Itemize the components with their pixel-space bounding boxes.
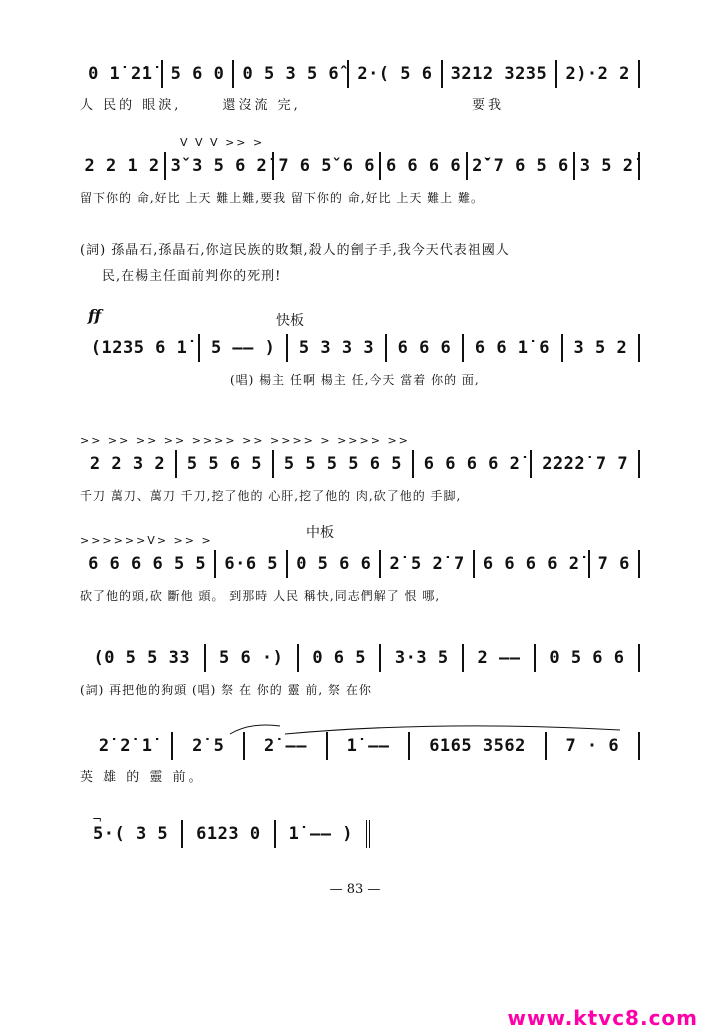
measure: (0 5 5 33 xyxy=(80,644,206,672)
measure: 7 6 5̌ 6 6 xyxy=(274,152,382,180)
lyrics-row xyxy=(80,96,640,116)
lyric-segment: 人 民的 眼淚, xyxy=(80,98,182,113)
accent-marks: >> >> >> >> >>>> >> >>>> > >>>> >> xyxy=(80,434,410,447)
measure: 2̇ 5 2̇ 7 xyxy=(381,550,474,578)
lyric-segment: (詞) 再把他的狗頭 (唱) 祭 在 你的 靈 前, 祭 在你 xyxy=(80,683,372,697)
accent-marks: V V V >> > xyxy=(180,136,265,149)
tempo-marking: 快板 xyxy=(276,313,304,329)
score-system-1 xyxy=(80,58,640,116)
measure: 2 2 1 2 xyxy=(80,152,166,180)
site-watermark: www.ktvc8.com xyxy=(507,1006,698,1030)
measure: 6 6 6 6 2̇ xyxy=(414,450,532,478)
measure: 5 6 0 xyxy=(163,60,235,88)
spoken-passage xyxy=(80,238,640,290)
lyrics-row xyxy=(80,486,640,506)
measure: 6 6 6 6 5 5 xyxy=(80,550,216,578)
measure: 0 5 6 6 xyxy=(288,550,381,578)
measure: 2̇̌ 7 6 5 6 xyxy=(468,152,576,180)
segno-mark: ¬ xyxy=(92,812,103,826)
measure: 6 6 1̇ 6 xyxy=(464,334,563,362)
measure: 2 —— xyxy=(464,644,536,672)
lyric-segment: 留下你的 命,好比 上天 難上難,要我 留下你的 命,好比 上天 難上 難。 xyxy=(80,191,484,205)
dynamic-marking: ff xyxy=(88,306,102,325)
score-system-7 xyxy=(80,730,640,788)
measure: 2̇ 5 xyxy=(173,732,245,760)
lyrics-row xyxy=(80,768,640,788)
measure: 5 6 ·) xyxy=(206,644,299,672)
lyric-segment: (唱) 楊主 任啊 楊主 任,今天 當着 你的 面, xyxy=(230,373,480,387)
measure: 6165 3562 xyxy=(410,732,546,760)
measure: 2 2 3 2 xyxy=(80,450,177,478)
measure: 5 —— ) xyxy=(200,334,288,362)
score-system-6 xyxy=(80,642,640,700)
measure: 3 5 2 xyxy=(563,334,640,362)
notation-row xyxy=(80,730,640,760)
measure: 6123 0 xyxy=(183,820,275,848)
measure: 3 5 2̇ xyxy=(575,152,640,180)
measure: 6 6 6 xyxy=(387,334,464,362)
lyrics-row xyxy=(80,586,640,606)
measure: 1̇ —— xyxy=(328,732,411,760)
measure: 1̇ —— ) xyxy=(276,820,370,848)
notation-row xyxy=(80,332,640,362)
score-system-8 xyxy=(80,818,370,848)
measure: 7 6 xyxy=(590,550,640,578)
measure: 5 3 3 3 xyxy=(288,334,387,362)
measure: 0 6 5 xyxy=(299,644,382,672)
measure: 7 · 6 xyxy=(547,732,640,760)
measure: 6 6 6 6 2̇ xyxy=(475,550,590,578)
tempo-marking: 中板 xyxy=(306,525,334,541)
score-system-5 xyxy=(80,534,640,606)
notation-row xyxy=(80,548,640,578)
measure: 2̇ 2̇ 1̇ xyxy=(80,732,173,760)
accent-marks: >>>>>>V> >> > xyxy=(80,534,213,547)
measure: 3·3 5 xyxy=(381,644,464,672)
lyric-segment: 英 雄 的 靈 前。 xyxy=(80,770,205,785)
measure: (1235 6 1̇ xyxy=(80,334,200,362)
measure: 0 5 3 5 6̂ xyxy=(234,60,349,88)
measure: 5 5 5 5 6 5 xyxy=(274,450,414,478)
measure: 3̌ 3 5 6 2̇ xyxy=(166,152,274,180)
measure: 6 6 6 6 xyxy=(381,152,467,180)
lyric-segment: 要我 xyxy=(471,98,504,113)
measure: 2̇2̇2̇2̇ 7 7 xyxy=(532,450,640,478)
measure: 2̇ —— xyxy=(245,732,328,760)
lyric-segment: 千刀 萬刀、萬刀 千刀,挖了他的 心肝,挖了他的 肉,砍了他的 手脚, xyxy=(80,489,462,503)
measure: 2·( 5 6 xyxy=(349,60,442,88)
measure: 6·6 5 xyxy=(216,550,288,578)
lyric-segment: 還沒流 完, xyxy=(222,98,301,113)
measure: 5·( 3 5 xyxy=(80,820,183,848)
notation-row xyxy=(80,818,370,848)
measure: 0 1̇ 2̇1̇ xyxy=(80,60,163,88)
measure: 3212 3235 xyxy=(443,60,558,88)
spoken-line: 民,在楊主任面前判你的死刑! xyxy=(102,269,282,284)
measure: 2)·2 2 xyxy=(557,60,640,88)
notation-row xyxy=(80,150,640,180)
measure: 5 5 6 5 xyxy=(177,450,274,478)
lyrics-row xyxy=(80,188,640,208)
score-system-2 xyxy=(80,136,640,208)
measure: 0 5 6 6 xyxy=(536,644,640,672)
page-number: — 83 — xyxy=(329,882,381,897)
notation-row xyxy=(80,58,640,88)
lyric-segment: 砍了他的頭,砍 斷他 頭。 到那時 人民 稱快,同志們解了 恨 哪, xyxy=(80,589,441,603)
spoken-line: (詞) 孫晶石,孫晶石,你這民族的敗類,殺人的劊子手,我今天代表祖國人 xyxy=(80,243,510,258)
score-system-4 xyxy=(80,434,640,506)
score-system-3 xyxy=(80,332,640,390)
notation-row xyxy=(80,448,640,478)
lyrics-row xyxy=(80,680,640,700)
notation-row xyxy=(80,642,640,672)
lyrics-row xyxy=(80,370,640,390)
